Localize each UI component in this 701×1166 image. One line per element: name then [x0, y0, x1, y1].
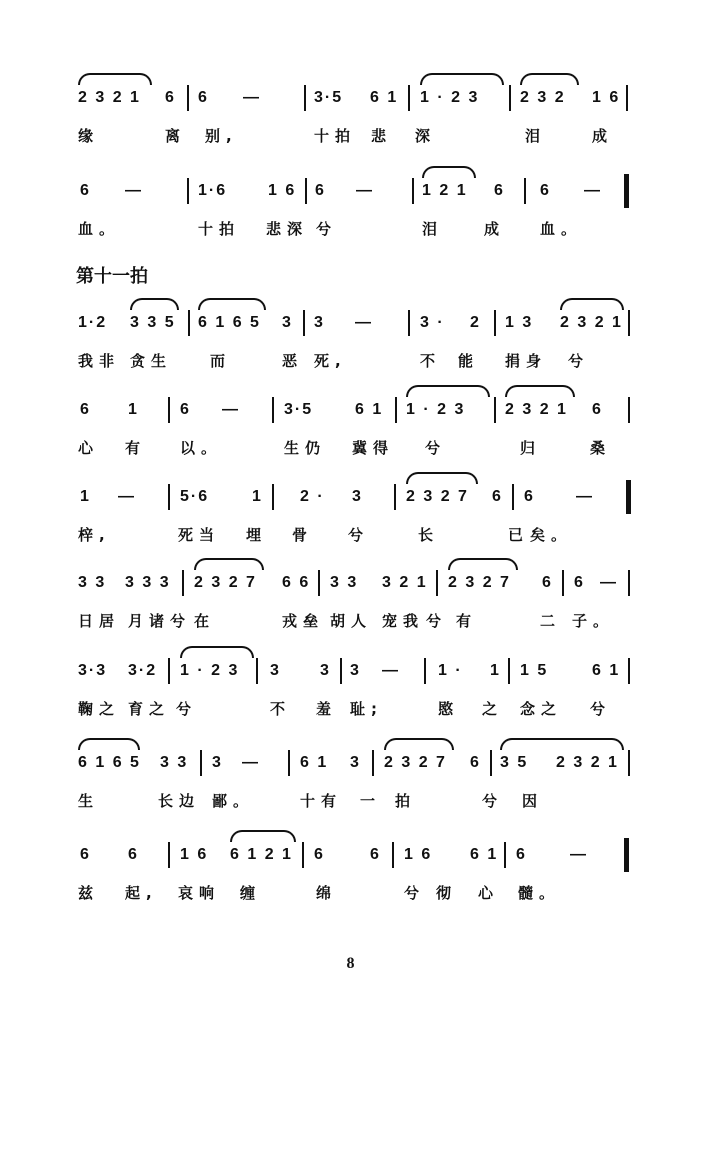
note-group: 1 6 — [592, 89, 621, 106]
barline — [372, 750, 374, 776]
lyric: 日居 — [78, 612, 121, 630]
note: 6 — [370, 846, 381, 863]
barline — [318, 570, 320, 596]
slur — [194, 558, 264, 570]
lyric: 绵 — [316, 884, 338, 902]
lyric: 冀得 — [352, 439, 395, 457]
barline — [512, 484, 514, 510]
note: 6 — [542, 574, 553, 591]
note-group: 2 3 2 7 — [448, 574, 511, 591]
lyric: 生 — [78, 792, 100, 810]
lyric: 泪 — [525, 127, 547, 145]
barline — [305, 178, 307, 204]
lyrics-row — [0, 437, 701, 459]
lyric: 心 — [478, 884, 500, 902]
lyrics-row — [0, 790, 701, 812]
barline — [424, 658, 426, 684]
lyric: 在 — [194, 612, 216, 630]
note: 1 — [128, 401, 139, 418]
lyric: 有 — [125, 439, 147, 457]
notation-row — [0, 658, 701, 682]
slur — [500, 738, 624, 750]
note-group: 2 3 2 1 — [556, 754, 619, 771]
lyric: 兮 — [316, 220, 338, 238]
note: 6 — [198, 89, 209, 106]
score-system-7 — [0, 658, 701, 738]
barline — [628, 658, 630, 684]
note: 3 — [282, 314, 293, 331]
note: 6 — [315, 182, 326, 199]
lyric: 恶 — [282, 352, 304, 370]
note-group: 1 6 — [404, 846, 433, 863]
note: 6 — [314, 846, 325, 863]
score-system-9 — [0, 842, 701, 922]
barline — [408, 310, 410, 336]
lyric: 以。 — [180, 439, 223, 457]
score-system-5 — [0, 484, 701, 564]
slur — [78, 73, 152, 85]
barline — [168, 842, 170, 868]
slur — [198, 298, 266, 310]
note-group: 5·6 — [180, 488, 210, 505]
note-group: 6 1 — [470, 846, 499, 863]
lyric: 二 — [540, 612, 562, 630]
lyric: 兮 — [568, 352, 590, 370]
note-group: 2 3 2 7 — [194, 574, 257, 591]
notation-row — [0, 85, 701, 109]
score-system-1 — [0, 85, 701, 165]
barline — [524, 178, 526, 204]
lyric: 贪生 — [130, 352, 173, 370]
lyrics-row — [0, 882, 701, 904]
note: 6 — [494, 182, 505, 199]
lyric: 生仍 — [284, 439, 327, 457]
dash: — — [356, 182, 374, 199]
barline — [200, 750, 202, 776]
barline — [628, 397, 630, 423]
dash: — — [600, 574, 618, 591]
lyric: 子。 — [572, 612, 615, 630]
dash: — — [222, 401, 240, 418]
lyric: 长 — [418, 526, 440, 544]
lyric: 髓。 — [518, 884, 561, 902]
notation-row — [0, 750, 701, 774]
note-group: 6 1 2 1 — [230, 846, 293, 863]
barline — [628, 310, 630, 336]
note-group: 1 · 2 3 — [406, 401, 466, 418]
barline — [304, 85, 306, 111]
note: 3 — [350, 662, 361, 679]
lyrics-row — [0, 218, 701, 240]
barline — [494, 310, 496, 336]
note-group: 3·5 — [314, 89, 344, 106]
lyric: 成 — [484, 220, 506, 238]
dash: — — [382, 662, 400, 679]
dash: — — [242, 754, 260, 771]
note-group: 1·2 — [78, 314, 108, 331]
barline — [628, 750, 630, 776]
slur — [78, 738, 140, 750]
lyric: 我非 — [78, 352, 121, 370]
note-group: 3 2 1 — [382, 574, 428, 591]
lyric: 长边 — [158, 792, 201, 810]
slur — [180, 646, 254, 658]
lyric: 死当 — [178, 526, 221, 544]
note-group: 3·3 — [78, 662, 108, 679]
lyric: 别, — [205, 127, 238, 145]
barline — [626, 85, 628, 111]
note-group: 2 3 2 1 — [560, 314, 623, 331]
lyric: 成 — [592, 127, 614, 145]
note-group: 3 3 5 — [130, 314, 176, 331]
note: 6 — [128, 846, 139, 863]
barline — [188, 310, 190, 336]
final-barline — [624, 838, 629, 872]
slur — [230, 830, 296, 842]
note-group: 2 3 2 — [520, 89, 566, 106]
lyric: 兮 — [426, 612, 448, 630]
slur — [560, 298, 624, 310]
note: 6 — [80, 182, 91, 199]
lyric: 死, — [314, 352, 347, 370]
final-barline — [626, 480, 631, 514]
barline — [256, 658, 258, 684]
note: 3 — [212, 754, 223, 771]
lyric: 鞠之 — [78, 700, 121, 718]
lyric: 而 — [210, 352, 232, 370]
note-group: 6 1 — [370, 89, 399, 106]
barline — [394, 484, 396, 510]
barline — [508, 658, 510, 684]
note-group: 2 · — [300, 488, 325, 505]
note: 3 — [270, 662, 281, 679]
slur — [130, 298, 179, 310]
note-group: 3 5 — [500, 754, 529, 771]
dash: — — [576, 488, 594, 505]
barline — [340, 658, 342, 684]
lyric: 兮 — [482, 792, 504, 810]
note: 1 — [252, 488, 263, 505]
dash: — — [243, 89, 261, 106]
note: 6 — [180, 401, 191, 418]
notation-row — [0, 842, 701, 866]
barline — [168, 484, 170, 510]
lyric: 离 — [165, 127, 187, 145]
lyric: 鄙。 — [212, 792, 255, 810]
note-group: 1 6 — [180, 846, 209, 863]
note-group: 6 6 — [282, 574, 311, 591]
lyric: 矣。 — [530, 526, 573, 544]
notation-row — [0, 397, 701, 421]
score-system-8 — [0, 750, 701, 830]
lyric: 耻; — [350, 700, 383, 718]
dash: — — [570, 846, 588, 863]
lyric: 之 — [482, 700, 504, 718]
note-group: 3 3 — [78, 574, 107, 591]
lyric: 桑 — [590, 439, 612, 457]
note-group: 1 6 — [268, 182, 297, 199]
lyric: 戎垒 — [282, 612, 325, 630]
note: 6 — [516, 846, 527, 863]
note: 3 — [320, 662, 331, 679]
note-group: 6 1 6 5 — [198, 314, 261, 331]
barline — [504, 842, 506, 868]
lyric: 月诸 — [128, 612, 171, 630]
barline — [168, 658, 170, 684]
lyric: 兹 — [78, 884, 100, 902]
note-group: 1 · 2 3 — [180, 662, 240, 679]
slur — [420, 73, 504, 85]
note-group: 1 2 1 — [422, 182, 468, 199]
slur — [422, 166, 476, 178]
note: 6 — [524, 488, 535, 505]
score-system-6 — [0, 570, 701, 650]
note: 1 — [80, 488, 91, 505]
note-group: 2 3 2 1 — [78, 89, 141, 106]
barline — [392, 842, 394, 868]
lyric: 胡人 — [330, 612, 373, 630]
lyric: 能 — [458, 352, 480, 370]
note-group: 2 3 2 7 — [406, 488, 469, 505]
barline — [272, 397, 274, 423]
note: 6 — [80, 846, 91, 863]
lyrics-row — [0, 698, 701, 720]
barline — [408, 85, 410, 111]
lyric: 骨 — [292, 526, 314, 544]
lyric: 血。 — [540, 220, 583, 238]
note-group: 1 · — [438, 662, 463, 679]
page-number: 8 — [346, 955, 355, 972]
lyric: 育之 — [128, 700, 171, 718]
note: 3 — [352, 488, 363, 505]
lyric: 缠 — [240, 884, 262, 902]
dash: — — [584, 182, 602, 199]
note-group: 6 1 — [592, 662, 621, 679]
barline — [490, 750, 492, 776]
lyric: 一 — [360, 792, 382, 810]
note-group: 6 1 — [300, 754, 329, 771]
note: 3 — [314, 314, 325, 331]
slur — [384, 738, 454, 750]
lyric: 缘 — [78, 127, 100, 145]
lyric: 兮 — [404, 884, 426, 902]
barline — [628, 570, 630, 596]
barline — [494, 397, 496, 423]
lyric: 兮 — [590, 700, 612, 718]
slur — [505, 385, 575, 397]
barline — [562, 570, 564, 596]
note-group: 3·2 — [128, 662, 158, 679]
notation-row — [0, 310, 701, 334]
note-group: 3 · — [420, 314, 445, 331]
notation-row — [0, 484, 701, 508]
note: 6 — [470, 754, 481, 771]
note-group: 2 3 2 1 — [505, 401, 568, 418]
lyric: 哀响 — [178, 884, 221, 902]
lyric: 兮 — [348, 526, 370, 544]
barline — [395, 397, 397, 423]
lyrics-row — [0, 610, 701, 632]
final-barline — [624, 174, 629, 208]
note: 6 — [574, 574, 585, 591]
lyric: 悲深 — [266, 220, 309, 238]
slur — [406, 385, 490, 397]
notation-row — [0, 178, 701, 202]
lyrics-row — [0, 350, 701, 372]
barline — [509, 85, 511, 111]
lyric: 有 — [456, 612, 478, 630]
note-group: 3 3 — [330, 574, 359, 591]
score-system-2 — [0, 178, 701, 258]
lyric: 血。 — [78, 220, 121, 238]
score-system-3 — [0, 310, 701, 390]
lyrics-row — [0, 524, 701, 546]
section-title: 第十一拍 — [76, 266, 148, 287]
slur — [520, 73, 579, 85]
lyric: 起, — [125, 884, 158, 902]
barline — [182, 570, 184, 596]
note-group: 6 1 6 5 — [78, 754, 141, 771]
lyric: 埋 — [246, 526, 268, 544]
note: 6 — [492, 488, 503, 505]
note: 6 — [592, 401, 603, 418]
barline — [436, 570, 438, 596]
lyric: 愍 — [438, 700, 460, 718]
lyric: 宠我 — [382, 612, 425, 630]
lyric: 兮 — [425, 439, 447, 457]
barline — [302, 842, 304, 868]
barline — [272, 484, 274, 510]
lyric: 深 — [415, 127, 437, 145]
barline — [412, 178, 414, 204]
lyric: 心 — [78, 439, 100, 457]
barline — [288, 750, 290, 776]
lyric: 已 — [508, 526, 530, 544]
note-group: 2 3 2 7 — [384, 754, 447, 771]
note-group: 3 3 — [160, 754, 189, 771]
note: 3 — [350, 754, 361, 771]
note-group: 1 5 — [520, 662, 549, 679]
barline — [187, 178, 189, 204]
dash: — — [125, 182, 143, 199]
barline — [168, 397, 170, 423]
note-group: 3 3 3 — [125, 574, 171, 591]
lyric: 彻 — [436, 884, 458, 902]
note-group: 1 · 2 3 — [420, 89, 480, 106]
barline — [303, 310, 305, 336]
lyric: 拍 — [395, 792, 417, 810]
lyric: 因 — [522, 792, 544, 810]
note: 6 — [540, 182, 551, 199]
note-group: 1 3 — [505, 314, 534, 331]
lyric: 归 — [520, 439, 542, 457]
note: 6 — [80, 401, 91, 418]
slur — [448, 558, 518, 570]
lyric: 捐身 — [505, 352, 548, 370]
note-group: 3·5 — [284, 401, 314, 418]
lyric: 梓, — [78, 526, 111, 544]
note: 1 — [490, 662, 501, 679]
barline — [187, 85, 189, 111]
notation-row — [0, 570, 701, 594]
lyric: 十拍 — [198, 220, 241, 238]
note: 6 — [165, 89, 176, 106]
lyrics-row — [0, 125, 701, 147]
lyric: 念之 — [520, 700, 563, 718]
lyric: 悲 — [371, 127, 393, 145]
lyric: 泪 — [422, 220, 444, 238]
note-group: 6 1 — [355, 401, 384, 418]
lyric: 兮 — [176, 700, 198, 718]
score-system-4 — [0, 397, 701, 477]
lyric: 十有 — [300, 792, 343, 810]
note-group: 1·6 — [198, 182, 228, 199]
dash: — — [355, 314, 373, 331]
lyric: 兮 — [170, 612, 192, 630]
slur — [406, 472, 478, 484]
lyric: 不 — [270, 700, 292, 718]
lyric: 不 — [420, 352, 442, 370]
lyric: 羞 — [316, 700, 338, 718]
dash: — — [118, 488, 136, 505]
lyric: 十拍 — [314, 127, 357, 145]
note: 2 — [470, 314, 481, 331]
